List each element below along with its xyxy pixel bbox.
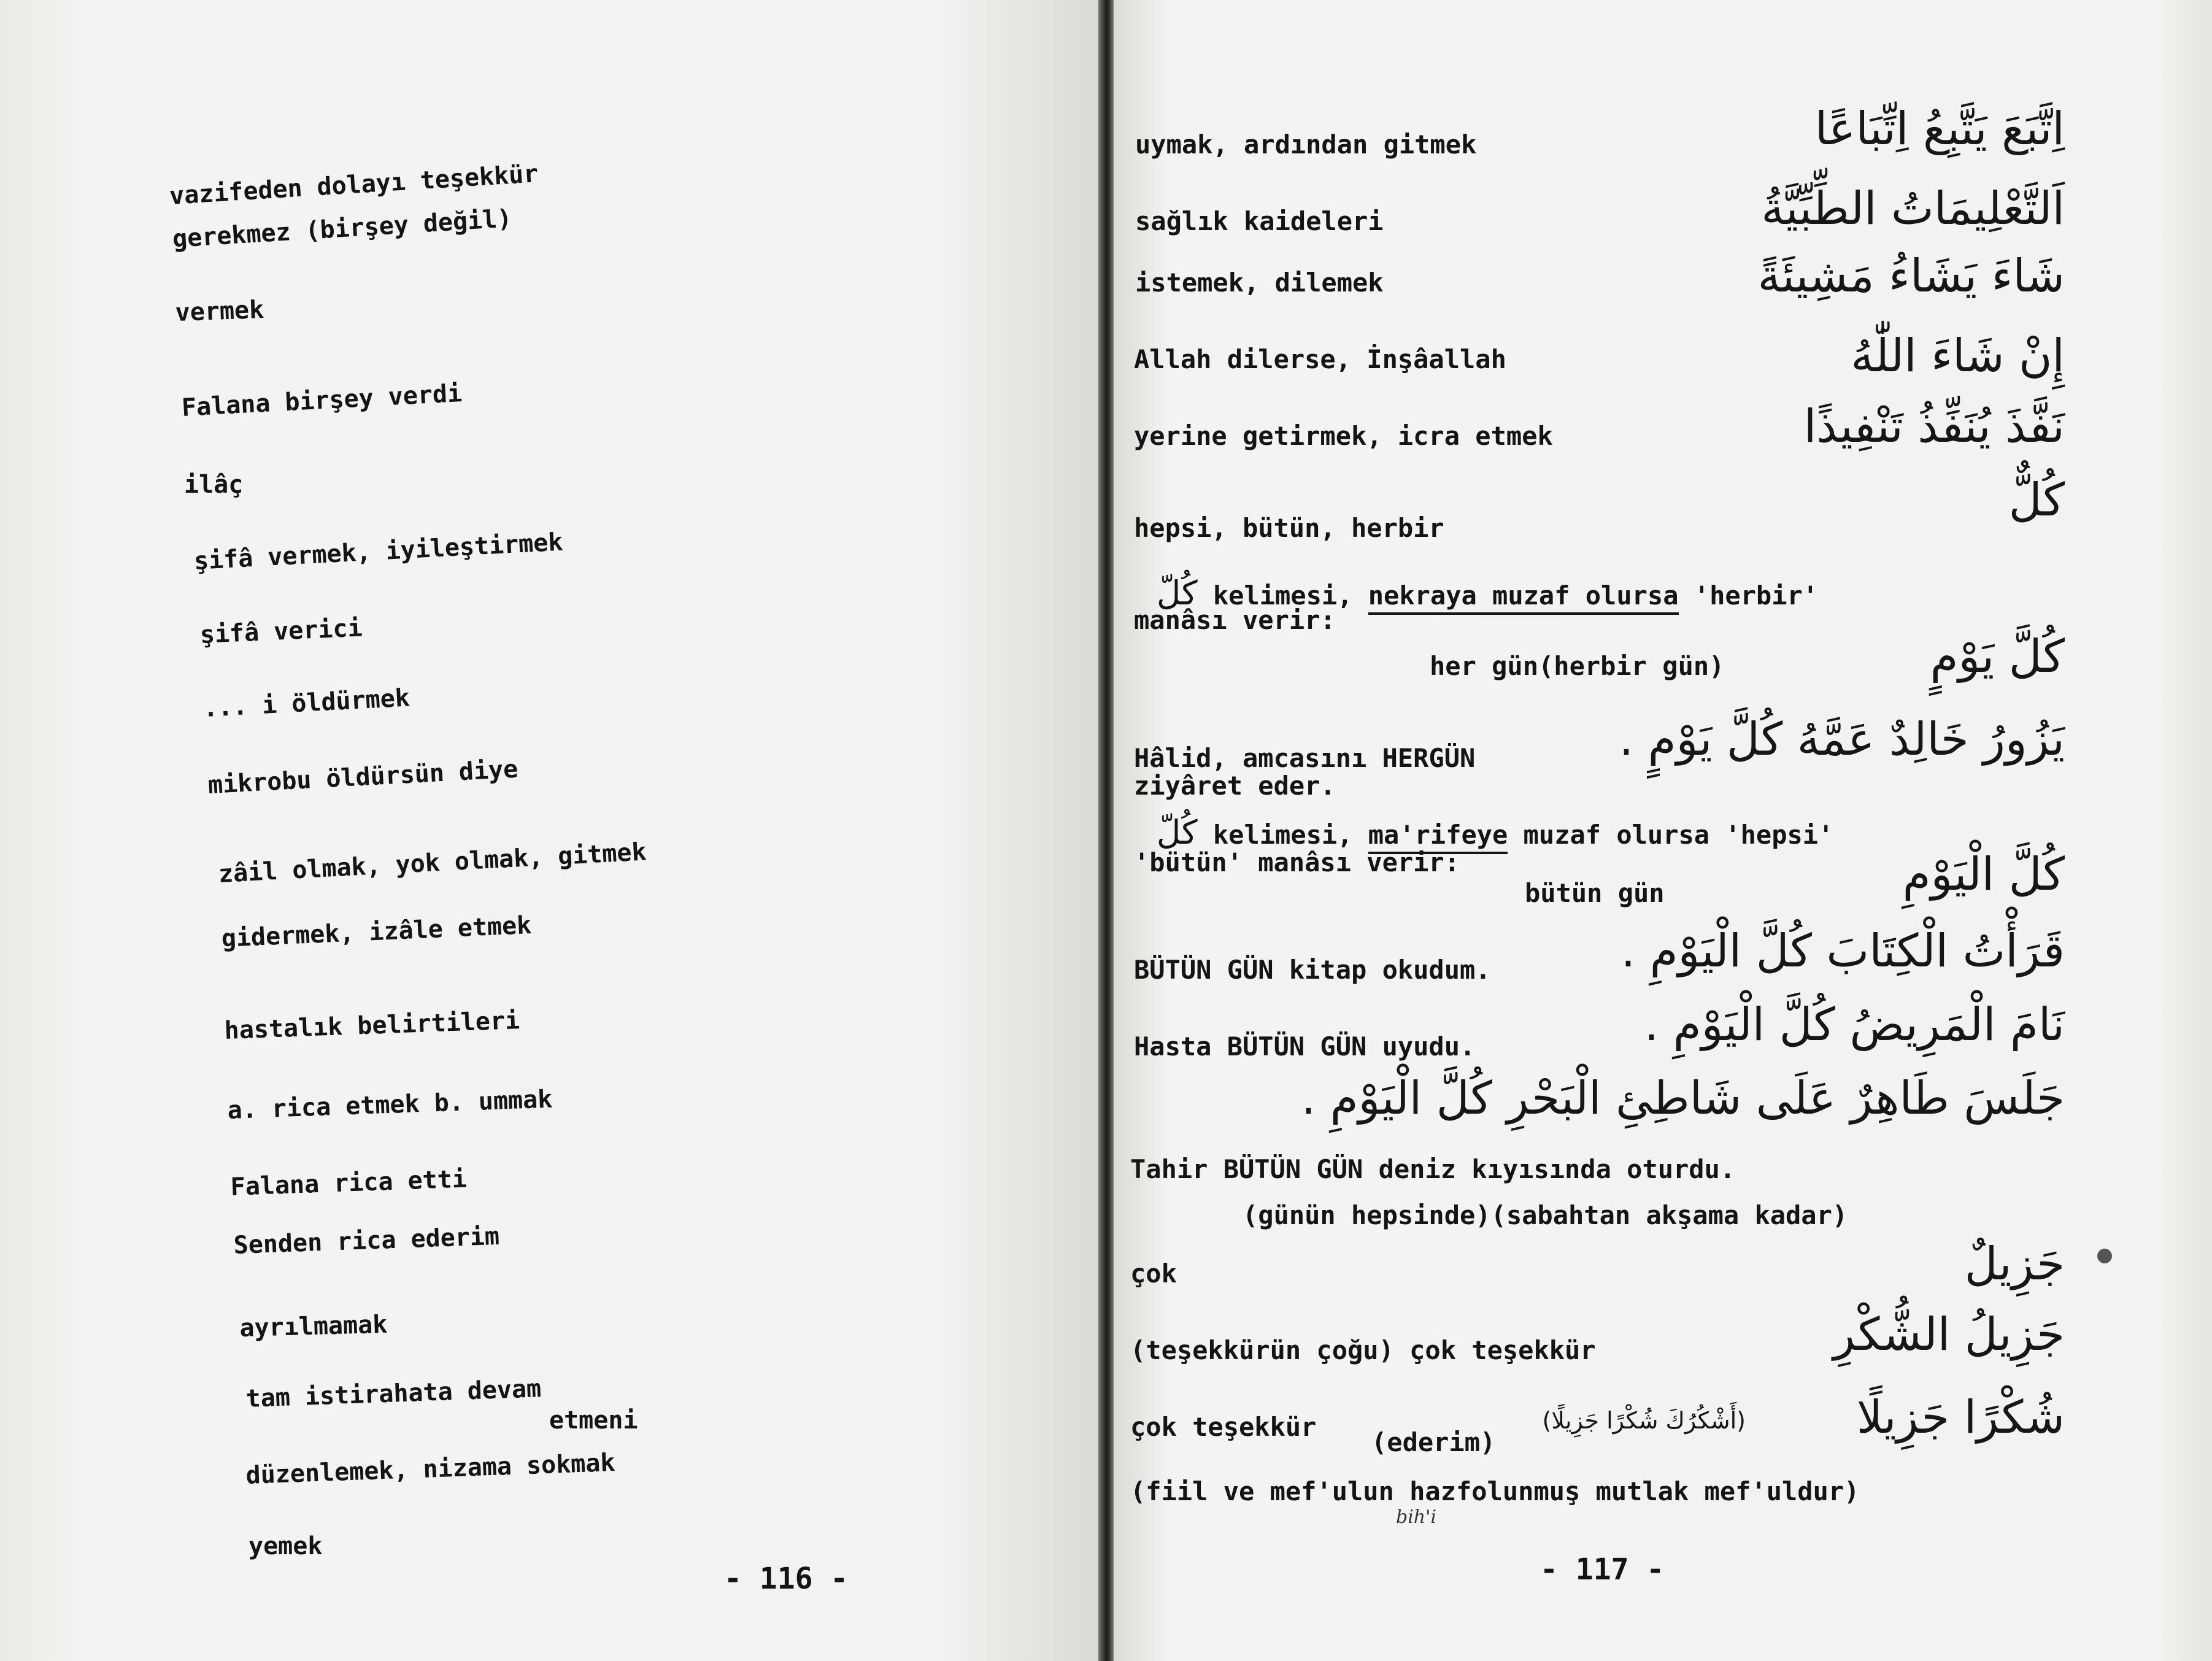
example9-turkish-1: çok teşekkür: [1130, 1412, 1317, 1442]
turkish-entry-5: şifâ vermek, iyileştirmek: [193, 528, 564, 576]
example8-arabic: جَزِيلُ الشُّكْرِ: [1833, 1308, 2065, 1361]
turkish-entry-12: a. rica etmek b. ummak: [226, 1085, 553, 1125]
example1-turkish: her gün(herbir gün): [1430, 651, 1725, 681]
example4-arabic: قَرَأْتُ الْكِتَابَ كُلَّ الْيَوْمِ .: [1620, 925, 2065, 977]
r-arabic-entry-3: شَاءَ يَشَاءُ مَشِيئَةً: [1757, 250, 2065, 303]
turkish-entry-16a: tam istirahata devam: [245, 1374, 542, 1413]
note2-arabic-word: كُلّ: [1157, 813, 1198, 852]
r-arabic-entry-6: كُلٌّ: [2008, 474, 2065, 526]
turkish-entry-1b: gerekmez (birşey değil): [171, 204, 513, 253]
turkish-entry-8: mikrobu öldürsün diye: [207, 755, 519, 800]
example6-arabic: جَلَسَ طَاهِرٌ عَلَى شَاطِئِ الْبَحْرِ كُلَّ الْيَوْمِ .: [1301, 1072, 2065, 1125]
example5-arabic: نَامَ الْمَرِيضُ كُلَّ الْيَوْمِ .: [1644, 998, 2065, 1051]
example7-arabic: جَزِيلٌ: [1964, 1238, 2065, 1290]
turkish-entry-11: hastalık belirtileri: [223, 1006, 520, 1045]
r-arabic-entry-1: اِتَّبَعَ يَتَّبِعُ اِتِّبَاعًا: [1814, 102, 2065, 155]
turkish-entry-13: Falana rica etti: [229, 1165, 468, 1201]
turkish-entry-17: düzenlemek, nizama sokmak: [245, 1448, 616, 1490]
turkish-entry-3: Falana birşey verdi: [180, 379, 463, 422]
r-turkish-entry-6: hepsi, bütün, herbir: [1134, 513, 1444, 543]
turkish-entry-1a: vazifeden dolayı teşekkür: [168, 160, 539, 210]
turkish-entry-18: yemek: [249, 1532, 323, 1560]
example2-arabic: يَزُورُ خَالِدٌ عَمَّهُ كُلَّ يَوْمٍ .: [1619, 713, 2065, 766]
r-turkish-entry-5: yerine getirmek, icra etmek: [1134, 421, 1553, 451]
r-turkish-entry-1: uymak, ardından gitmek: [1135, 129, 1477, 160]
r-turkish-entry-4: Allah dilerse, İnşâallah: [1134, 344, 1506, 374]
example9-turkish-2: (ederim): [1371, 1427, 1496, 1457]
turkish-entry-4: ilâç: [184, 471, 244, 499]
ink-spot: [2097, 1249, 2112, 1263]
note2-text-a: kelimesi,: [1197, 820, 1368, 850]
note2-text-b: muzaf olursa 'hepsi': [1508, 820, 1834, 850]
example3-arabic: كُلَّ الْيَوْمِ: [1902, 848, 2065, 901]
example8-turkish: (teşekkürün çoğu) çok teşekkür: [1130, 1335, 1596, 1365]
example5-turkish: Hasta BÜTÜN GÜN uyudu.: [1134, 1031, 1476, 1062]
turkish-entry-9: zâil olmak, yok olmak, gitmek: [217, 838, 647, 888]
note1-line2: manâsı verir:: [1134, 605, 1336, 635]
example9-arabic-small: (أَشْكُرُكَ شُكْرًا جَزِيلًا): [1542, 1407, 1746, 1434]
note1-arabic-word: كُلّ: [1157, 574, 1198, 612]
example4-turkish: BÜTÜN GÜN kitap okudum.: [1134, 955, 1491, 985]
r-arabic-entry-2: اَلتَّعْلِيمَاتُ الطِّبِّيَّةُ: [1761, 182, 2065, 235]
page-number-117: - 117 -: [1540, 1552, 1665, 1587]
r-turkish-entry-3: istemek, dilemek: [1135, 268, 1384, 298]
example10-turkish: (fiil ve mef'ulun hazfolunmuş mutlak mef'uldur): [1130, 1476, 1860, 1506]
example6-turkish-1: Tahir BÜTÜN GÜN deniz kıyısında oturdu.: [1130, 1154, 1736, 1184]
example3-turkish: bütün gün: [1525, 878, 1665, 908]
note1-underlined: nekraya muzaf olursa: [1368, 580, 1679, 615]
r-turkish-entry-2: sağlık kaideleri: [1135, 206, 1384, 236]
book-gutter: [1098, 0, 1116, 1661]
turkish-entry-10: gidermek, izâle etmek: [220, 911, 533, 953]
note2-underlined: ma'rifeye: [1368, 820, 1508, 854]
example2-turkish-2: ziyâret eder.: [1134, 771, 1336, 801]
example1-arabic: كُلَّ يَوْمٍ: [1930, 630, 2065, 683]
example9-arabic: شُكْرًا جَزِيلًا: [1856, 1391, 2065, 1444]
r-arabic-entry-5: نَفَّذَ يُنَفِّذُ تَنْفِيذًا: [1803, 400, 2065, 453]
example7-turkish: çok: [1130, 1258, 1177, 1289]
note2-line2: 'bütün' manâsı verir:: [1134, 847, 1460, 877]
example6-turkish-2: (günün hepsinde)(sabahtan akşama kadar): [1243, 1200, 1848, 1230]
turkish-entry-6: şifâ verici: [199, 614, 363, 649]
page-number-116: - 116 -: [724, 1562, 849, 1596]
turkish-entry-16b: etmeni: [549, 1406, 638, 1435]
note1-text-a: kelimesi,: [1197, 580, 1368, 611]
example2-turkish-1: Hâlid, amcasını HERGÜN: [1134, 743, 1476, 773]
handwritten-note: bih'i: [1396, 1506, 1436, 1528]
turkish-entry-14: Senden rica ederim: [233, 1222, 500, 1260]
turkish-entry-2: vermek: [174, 295, 264, 327]
note1-text-b: 'herbir': [1678, 580, 1819, 611]
left-page: [0, 0, 1104, 1661]
turkish-entry-7: ... i öldürmek: [202, 684, 410, 723]
note2-line1: [1157, 813, 1834, 852]
turkish-entry-15: ayrılmamak: [239, 1310, 388, 1343]
r-arabic-entry-4: إِنْ شَاءَ اللّٰهُ: [1851, 330, 2065, 382]
